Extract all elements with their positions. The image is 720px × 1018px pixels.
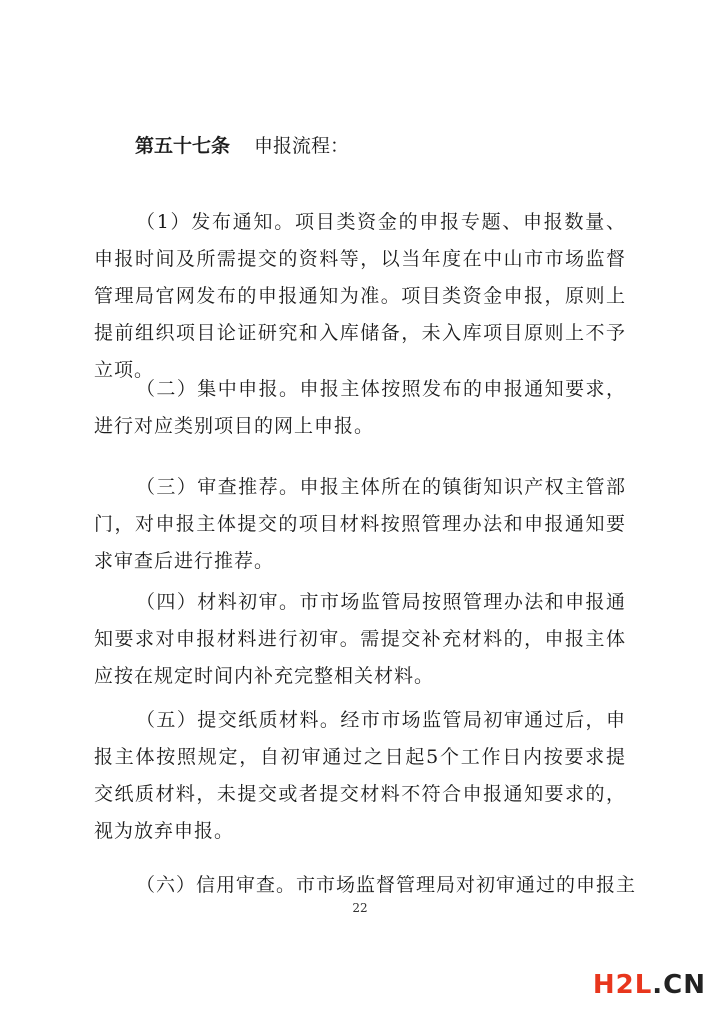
paragraph-preliminary-review: （四）材料初审。市市场监管局按照管理办法和申报通知要求对申报材料进行初审。需提交补充材料的，申报主体应按在规定时间内补充完整相关材料。 (94, 591, 626, 687)
paragraph-centralized-application: （二）集中申报。申报主体按照发布的申报通知要求，进行对应类别项目的网上申报。 (94, 378, 626, 437)
paragraph-paper-materials: （五）提交纸质材料。经市市场监管局初审通过后，申报主体按照规定，自初审通过之日起5个工作日内按要求提交纸质材料，未提交或者提交材料不符合申报通知要求的，视为放弃申报。 (94, 709, 626, 842)
paragraph-credit-review: （六）信用审查。市市场监督管理局对初审通过的申报主 (136, 874, 637, 896)
site-watermark-logo (593, 972, 706, 998)
article-heading (135, 131, 635, 161)
watermark-suffix: .CN (652, 970, 706, 1000)
paragraph-review-recommendation: （三）审查推荐。申报主体所在的镇街知识产权主管部门，对申报主体提交的项目材料按照管理办法和申报通知要求审查后进行推荐。 (94, 476, 626, 572)
article-title: 申报流程： (254, 135, 350, 157)
paragraph-publish-notice: （1）发布通知。项目类资金的申报专题、申报数量、申报时间及所需提交的资料等，以当年度在中山市市场监督管理局官网发布的申报通知为准。项目类资金申报，原则上提前组织项目论证研究和入库储备，未入库项目原则上不予立项。 (94, 211, 626, 381)
watermark-main: H2L (592, 970, 653, 1000)
article-number: 第五十七条 (135, 135, 231, 157)
page-number: 22 (352, 901, 368, 915)
